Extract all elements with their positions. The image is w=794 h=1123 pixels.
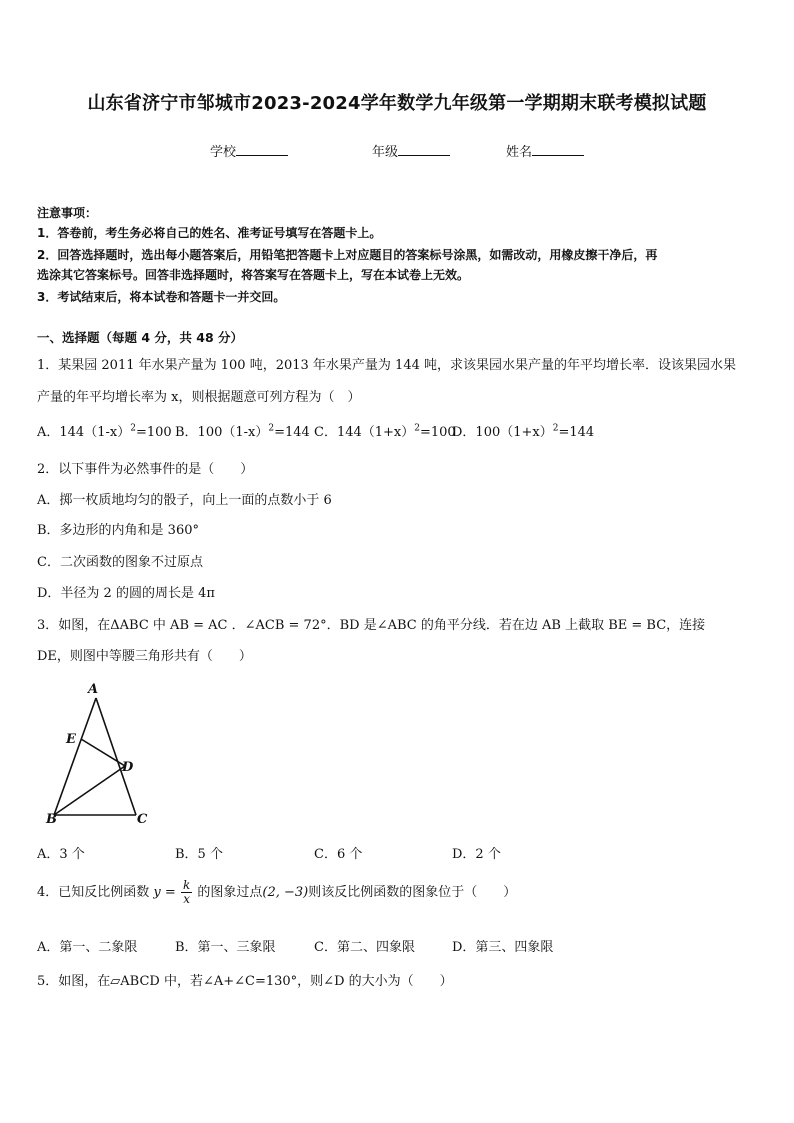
- segment-de: [81, 739, 125, 766]
- note-item: 3．考试结束后，将本试卷和答题卡一并交回。: [37, 290, 286, 304]
- q3-option-b: B．5 个: [175, 847, 223, 862]
- q5-stem: 5．如图，在▱ABCD 中，若∠A+∠C=130°，则∠D 的大小为（ ）: [37, 974, 453, 989]
- label-b: B: [46, 812, 57, 827]
- segment-ac: [96, 698, 136, 815]
- label-d: D: [122, 760, 134, 775]
- section-heading: 一、选择题（每题 4 分，共 48 分）: [37, 330, 244, 345]
- q3-stem-line2: DE，则图中等腰三角形共有（ ）: [37, 649, 252, 664]
- note-item: 2．回答选择题时，选出每小题答案后，用铅笔把答题卡上对应题目的答案标号涂黑，如需改动，用橡皮擦干净后，再: [37, 248, 658, 262]
- q2-option-a: A．掷一枚质地均匀的骰子，向上一面的点数小于 6: [37, 493, 332, 508]
- q3-option-a: A．3 个: [37, 847, 85, 862]
- label-c: C: [137, 812, 148, 827]
- label-a: A: [88, 682, 99, 697]
- q2-stem: 2．以下事件为必然事件的是（ ）: [37, 462, 254, 477]
- school-field: [210, 141, 288, 160]
- name-blank: [532, 143, 584, 156]
- q1-option-b: B．$100(1-x)^2=144$: [175, 423, 310, 440]
- q4-option-b: B．第一、三象限: [175, 940, 276, 955]
- q4-option-a: A．第一、二象限: [37, 940, 138, 955]
- q4-stem: 4．已知反比例函数 y = $\frac{k}{x}$ 的图象过点(2, −3)则该反比例函数的图象位于（ ）: [37, 878, 517, 906]
- fraction-k-over-x: $\frac{k}{x}$: [182, 878, 191, 906]
- segment-ab: [54, 698, 96, 815]
- name-field: [506, 141, 584, 160]
- q2-option-b: B．多边形的内角和是 360°: [37, 523, 199, 538]
- q1-option-d: D．$100(1+x)^2=144$: [452, 423, 595, 440]
- q4-option-c: C．第二、四象限: [314, 940, 415, 955]
- grade-blank: [398, 143, 450, 156]
- note-item: 1．答卷前，考生务必将自己的姓名、准考证号填写在答题卡上。: [37, 226, 382, 240]
- q1-stem-line2: 产量的年平均增长率为 x，则根据题意可列方程为（ ）: [37, 390, 361, 405]
- q3-option-c: C．6 个: [314, 847, 363, 862]
- q3-stem-line1: 3．如图，在ΔABC 中 AB = AC ．∠ACB = 72°．BD 是∠ABC 的角平分线．若在边 AB 上截取 BE = BC，连接: [37, 618, 706, 633]
- school-blank: [236, 143, 288, 156]
- school-label: 学校: [210, 145, 237, 160]
- q2-option-c: C．二次函数的图象不过原点: [37, 555, 203, 570]
- q1-option-c: C．$144(1+x)^2=100$: [314, 423, 456, 440]
- name-label: 姓名: [506, 145, 533, 160]
- notes-heading: 注意事项：: [37, 206, 98, 220]
- q4-option-d: D．第三、四象限: [452, 940, 554, 955]
- segment-bd: [54, 766, 125, 815]
- grade-label: 年级: [372, 145, 399, 160]
- q1-option-a: A．$144(1-x)^2=100$: [37, 423, 172, 440]
- q3-option-d: D．2 个: [452, 847, 501, 862]
- triangle-figure: [40, 680, 160, 830]
- note-item: 选涂其它答案标号。回答非选择题时，将答案写在答题卡上，写在本试卷上无效。: [37, 268, 470, 282]
- label-e: E: [66, 732, 76, 747]
- q1-stem-line1: 1．某果园 2011 年水果产量为 100 吨，2013 年水果产量为 144 吨，求该果园水果产量的年平均增长率．设该果园水果: [37, 358, 736, 373]
- grade-field: [372, 141, 450, 160]
- page-title: 山东省济宁市邹城市2023-2024学年数学九年级第一学期期末联考模拟试题: [87, 93, 707, 114]
- q2-option-d: D．半径为 2 的圆的周长是 4π: [37, 586, 215, 601]
